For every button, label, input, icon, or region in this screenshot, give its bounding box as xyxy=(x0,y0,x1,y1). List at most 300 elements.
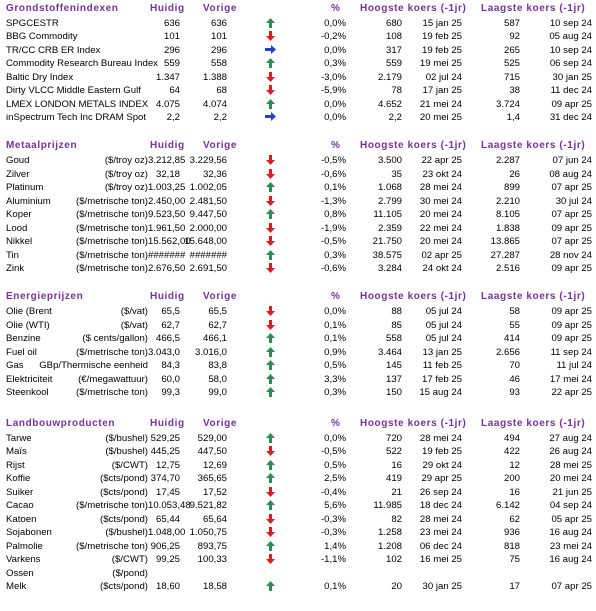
year-high-date: 23 mei 24 xyxy=(419,527,462,539)
year-low-date: 11 dec 24 xyxy=(550,85,592,97)
year-high-date: 18 dec 24 xyxy=(419,500,462,512)
commodity-name: LMEX LONDON METALS INDEX xyxy=(6,98,149,110)
current-value: 466,5 xyxy=(155,333,180,345)
commodity-name: Benzine xyxy=(6,333,41,345)
year-low-value: 27.287 xyxy=(490,249,520,261)
year-high-value: 720 xyxy=(385,432,402,444)
year-high-date: 19 feb 25 xyxy=(421,31,462,43)
commodity-name: Cacao xyxy=(6,500,34,512)
year-high-date: 24 okt 24 xyxy=(422,263,462,275)
column-header-current: Huidig xyxy=(150,140,185,152)
previous-value: 636 xyxy=(210,17,227,29)
year-low-value: 265 xyxy=(503,44,520,56)
table-row xyxy=(0,195,596,209)
percent-change: 0,1% xyxy=(324,319,346,331)
current-value: 1.003,25 xyxy=(148,182,186,194)
year-low-value: 715 xyxy=(503,71,520,83)
table-row xyxy=(0,432,596,446)
arrow-up-icon xyxy=(264,386,276,400)
commodity-unit: GBp/Thermische eenheid xyxy=(39,360,148,372)
percent-change: -0,6% xyxy=(320,168,346,180)
commodity-name: Olie (WTI) xyxy=(6,319,50,331)
current-value: ####### xyxy=(148,249,186,261)
year-high-value: 4.652 xyxy=(377,98,402,110)
percent-change: -1,1% xyxy=(320,554,346,566)
year-low-date: 31 dec 24 xyxy=(549,112,592,124)
arrow-down-icon xyxy=(264,445,276,459)
current-value: 2.450,00 xyxy=(148,195,186,207)
year-high-date: 02 apr 25 xyxy=(421,249,462,261)
year-low-value: 2.210 xyxy=(495,195,520,207)
year-low-value: 1.838 xyxy=(495,222,520,234)
column-header-high: Hoogste koers (-1jr) xyxy=(360,2,467,14)
arrow-up-icon xyxy=(264,98,276,112)
year-high-value: 2,2 xyxy=(388,112,402,124)
year-low-date: 26 aug 24 xyxy=(549,446,592,458)
percent-change: -0,3% xyxy=(320,513,346,525)
year-high-value: 3.464 xyxy=(377,346,402,358)
previous-value: 4.074 xyxy=(202,98,227,110)
percent-change: 0,0% xyxy=(324,17,346,29)
year-high-date: 19 mei 25 xyxy=(419,58,462,70)
year-high-value: 20 xyxy=(391,581,402,593)
year-low-value: 3.724 xyxy=(495,98,520,110)
year-low-value: 200 xyxy=(503,473,520,485)
year-high-value: 21 xyxy=(391,486,402,498)
year-low-value: 414 xyxy=(503,333,520,345)
current-value: 529,25 xyxy=(150,432,180,444)
arrow-down-icon xyxy=(264,319,276,333)
section-title: Metaalprijzen xyxy=(6,140,78,152)
year-low-value: 92 xyxy=(509,31,520,43)
commodity-name: Platinum xyxy=(6,182,44,194)
previous-value: 1.002,05 xyxy=(189,182,227,194)
current-value: 1.048,00 xyxy=(148,527,186,539)
year-low-value: 55 xyxy=(509,319,520,331)
commodity-name: Nikkel xyxy=(6,236,33,248)
year-low-date: 06 sep 24 xyxy=(549,58,592,70)
previous-value: 68 xyxy=(216,85,227,97)
column-header-low: Laagste koers (-1jr) xyxy=(481,2,586,14)
year-high-value: 16 xyxy=(391,459,402,471)
commodity-unit: ($cts/pond) xyxy=(100,581,148,593)
column-header-low: Laagste koers (-1jr) xyxy=(481,417,586,429)
percent-change: -0,5% xyxy=(320,155,346,167)
arrow-down-icon xyxy=(264,235,276,249)
previous-value: 65,5 xyxy=(208,306,227,318)
column-header-previous: Vorige xyxy=(203,2,237,14)
percent-change: -1,3% xyxy=(320,195,346,207)
current-value: 99,3 xyxy=(161,387,180,399)
year-high-date: 29 okt 24 xyxy=(422,459,462,471)
table-row xyxy=(0,57,596,71)
year-low-value: 70 xyxy=(509,360,520,372)
commodity-name: Dirty VLCC Middle Eastern Gulf xyxy=(6,85,141,97)
percent-change: -0,3% xyxy=(320,527,346,539)
year-high-value xyxy=(350,567,402,581)
commodity-unit: ($ cents/gallon) xyxy=(82,333,148,345)
year-low-value: 899 xyxy=(503,182,520,194)
table-row xyxy=(0,386,596,400)
year-high-date: 21 mei 24 xyxy=(419,98,462,110)
percent-change: -0,2% xyxy=(320,31,346,43)
arrow-up-icon xyxy=(264,208,276,222)
percent-change xyxy=(300,567,346,581)
arrow-up-icon xyxy=(264,540,276,554)
year-high-date: 13 jan 25 xyxy=(422,346,462,358)
year-low-date: 23 mei 24 xyxy=(549,540,592,552)
percent-change: 0,1% xyxy=(324,182,346,194)
table-row xyxy=(0,111,596,125)
year-high-value: 2.179 xyxy=(377,71,402,83)
year-high-date: 20 mei 24 xyxy=(419,209,462,221)
year-high-value: 88 xyxy=(391,306,402,318)
commodity-unit: ($/metrische ton) xyxy=(76,263,148,275)
previous-value: 2.691,50 xyxy=(189,263,227,275)
year-low-date xyxy=(522,567,592,581)
previous-value: 1.050,75 xyxy=(189,527,227,539)
year-high-date: 28 mei 24 xyxy=(419,513,462,525)
percent-change: 0,1% xyxy=(324,581,346,593)
year-high-value: 11.105 xyxy=(373,209,402,221)
year-low-date: 21 jun 25 xyxy=(552,486,592,498)
year-low-date: 27 aug 24 xyxy=(549,432,592,444)
year-low-date: 07 apr 25 xyxy=(551,209,592,221)
year-high-value: 82 xyxy=(391,513,402,525)
year-high-date: 19 feb 25 xyxy=(421,446,462,458)
commodity-unit: ($/metrische ton) xyxy=(76,195,148,207)
year-low-value: 38 xyxy=(509,85,520,97)
commodity-unit: ($/pond) xyxy=(112,567,148,579)
commodity-unit: ($/metrische ton) xyxy=(76,222,148,234)
current-value: 9.523,50 xyxy=(148,209,186,221)
year-high-date: 05 jul 24 xyxy=(425,319,462,331)
arrow-up-icon xyxy=(264,346,276,360)
section-header xyxy=(0,290,596,304)
arrow-up-icon xyxy=(264,459,276,473)
year-high-date: 02 jul 24 xyxy=(425,71,462,83)
year-high-date: 05 jul 24 xyxy=(425,306,462,318)
section-title: Energieprijzen xyxy=(6,291,84,303)
year-low-value: 12 xyxy=(509,459,520,471)
column-header-high: Hoogste koers (-1jr) xyxy=(360,140,467,152)
previous-value: 65,64 xyxy=(202,513,227,525)
year-low-date: 04 sep 24 xyxy=(549,500,592,512)
current-value: 15.562,00 xyxy=(148,236,191,248)
year-high-value: 11.985 xyxy=(373,500,402,512)
previous-value: 62,7 xyxy=(208,319,227,331)
year-high-date: 17 feb 25 xyxy=(421,373,462,385)
year-low-value: 422 xyxy=(503,446,520,458)
arrow-down-icon xyxy=(264,195,276,209)
table-row xyxy=(0,346,596,360)
percent-change: 0,9% xyxy=(324,346,346,358)
current-value: 559 xyxy=(163,58,180,70)
year-high-date: 15 jan 25 xyxy=(422,17,462,29)
year-high-value: 35 xyxy=(391,168,402,180)
year-low-value: 1,4 xyxy=(506,112,520,124)
year-high-value: 137 xyxy=(385,373,402,385)
year-low-date: 11 sep 24 xyxy=(550,346,592,358)
percent-change: -0,6% xyxy=(320,263,346,275)
commodity-name: Commodity Research Bureau Index xyxy=(6,58,158,70)
year-low-value: 494 xyxy=(503,432,520,444)
commodity-unit: ($/metrische ton) xyxy=(76,236,148,248)
commodity-name: Rijst xyxy=(6,459,25,471)
percent-change: 0,0% xyxy=(324,44,346,56)
year-low-value: 62 xyxy=(509,513,520,525)
year-low-value: 93 xyxy=(509,387,520,399)
year-low-date: 07 apr 25 xyxy=(551,236,592,248)
current-value: 374,70 xyxy=(150,473,180,485)
year-high-value: 680 xyxy=(385,17,402,29)
percent-change: 0,3% xyxy=(324,387,346,399)
commodity-unit: ($/vat) xyxy=(120,319,148,331)
arrow-right-icon xyxy=(264,44,276,58)
previous-value: 18,58 xyxy=(202,581,227,593)
year-low-date: 09 apr 25 xyxy=(551,222,592,234)
commodity-name: Olie (Brent xyxy=(6,306,52,318)
year-high-date: 19 feb 25 xyxy=(421,44,462,56)
column-header-pct: % xyxy=(331,291,341,303)
year-low-value: 13.865 xyxy=(490,236,520,248)
previous-value: 466,1 xyxy=(202,333,227,345)
table-row xyxy=(0,262,596,276)
column-header-current: Huidig xyxy=(150,417,185,429)
year-high-date: 30 jan 25 xyxy=(422,581,462,593)
current-value: 84,3 xyxy=(161,360,180,372)
year-high-value: 1.258 xyxy=(377,527,402,539)
arrow-down-icon xyxy=(264,222,276,236)
year-low-date: 07 apr 25 xyxy=(551,182,592,194)
year-low-value: 17 xyxy=(509,581,520,593)
year-low-date: 09 apr 25 xyxy=(551,98,592,110)
arrow-down-icon xyxy=(264,84,276,98)
year-high-value: 1.208 xyxy=(377,540,402,552)
arrow-down-icon xyxy=(264,168,276,182)
year-high-value: 419 xyxy=(385,473,402,485)
previous-value: 365,65 xyxy=(197,473,227,485)
table-row xyxy=(0,208,596,222)
arrow-up-icon xyxy=(264,249,276,263)
previous-value: 83,8 xyxy=(208,360,227,372)
current-value: 64 xyxy=(169,85,180,97)
previous-value: 2.481,50 xyxy=(189,195,227,207)
year-low-date: 17 mei 24 xyxy=(549,373,592,385)
year-high-date: 28 mei 24 xyxy=(419,432,462,444)
previous-value: 3.016,0 xyxy=(194,346,227,358)
arrow-up-icon xyxy=(264,181,276,195)
previous-value: 99,0 xyxy=(208,387,227,399)
percent-change: -0,5% xyxy=(320,446,346,458)
table-row xyxy=(0,332,596,346)
current-value: 906,25 xyxy=(150,540,180,552)
current-value: 4.075 xyxy=(155,98,180,110)
year-low-date: 10 sep 24 xyxy=(549,17,592,29)
previous-value: 15.648,00 xyxy=(184,236,227,248)
percent-change: 0,0% xyxy=(324,306,346,318)
arrow-up-icon xyxy=(264,332,276,346)
section-title: Grondstoffenindexen xyxy=(6,2,119,14)
current-value: 12,75 xyxy=(155,459,180,471)
commodity-name: Tarwe xyxy=(6,432,32,444)
current-value: 62,7 xyxy=(161,319,180,331)
arrow-down-icon xyxy=(264,30,276,44)
year-high-date: 20 mei 25 xyxy=(419,112,462,124)
arrow-up-icon xyxy=(264,499,276,513)
percent-change: 0,5% xyxy=(324,360,346,372)
year-high-date: 06 dec 24 xyxy=(419,540,462,552)
column-header-previous: Vorige xyxy=(203,417,237,429)
year-low-date: 30 jul 24 xyxy=(555,195,592,207)
year-low-date: 16 aug 24 xyxy=(549,554,592,566)
commodity-unit: ($/metrische ton) xyxy=(76,500,148,512)
table-row xyxy=(0,71,596,85)
table-row xyxy=(0,305,596,319)
current-value xyxy=(148,567,180,581)
table-row xyxy=(0,235,596,249)
table-row xyxy=(0,445,596,459)
table-row xyxy=(0,44,596,58)
current-value: 17,45 xyxy=(155,486,180,498)
arrow-down-icon xyxy=(264,526,276,540)
percent-change: -5,9% xyxy=(320,85,346,97)
commodity-name: inSpectrum Tech Inc DRAM Spot xyxy=(6,112,147,124)
year-low-date: 16 aug 24 xyxy=(549,527,592,539)
table-row xyxy=(0,98,596,112)
table-row xyxy=(0,553,596,567)
arrow-right-icon xyxy=(264,111,276,125)
commodity-name: Fuel oil xyxy=(6,346,37,358)
previous-value: 447,50 xyxy=(197,446,227,458)
current-value: 3.212,85 xyxy=(148,155,186,167)
arrow-down-icon xyxy=(264,71,276,85)
commodity-name: Gas xyxy=(6,360,24,372)
previous-value: 2.000,00 xyxy=(189,222,227,234)
commodity-unit: ($/metrische ton) xyxy=(76,540,148,552)
percent-change: 0,3% xyxy=(324,249,346,261)
table-row xyxy=(0,154,596,168)
table-row xyxy=(0,513,596,527)
column-header-pct: % xyxy=(331,417,341,429)
previous-value: 58,0 xyxy=(208,373,227,385)
column-header-high: Hoogste koers (-1jr) xyxy=(360,291,467,303)
percent-change: 0,5% xyxy=(324,459,346,471)
year-low-value: 2.656 xyxy=(495,346,520,358)
year-high-date: 11 feb 25 xyxy=(422,360,462,372)
year-high-date: 20 mei 24 xyxy=(419,236,462,248)
year-low-value: 2.516 xyxy=(495,263,520,275)
commodity-unit: ($/CWT) xyxy=(111,459,148,471)
commodity-unit: ($cts/pond) xyxy=(100,486,148,498)
table-row xyxy=(0,168,596,182)
current-value: 32,18 xyxy=(155,168,180,180)
year-high-value: 558 xyxy=(385,333,402,345)
commodity-name: Maïs xyxy=(6,446,27,458)
commodity-unit: ($/troy oz) xyxy=(104,168,148,180)
percent-change: 0,0% xyxy=(324,432,346,444)
table-row xyxy=(0,30,596,44)
arrow-up-icon xyxy=(264,17,276,31)
arrow-up-icon xyxy=(264,57,276,71)
year-low-value xyxy=(468,567,520,581)
year-low-date: 09 apr 25 xyxy=(551,263,592,275)
commodity-unit: ($/metrische ton) xyxy=(76,209,148,221)
table-row xyxy=(0,567,596,581)
year-high-date: 22 apr 25 xyxy=(421,155,462,167)
year-low-value: 8.105 xyxy=(495,209,520,221)
year-high-value: 2.799 xyxy=(377,195,402,207)
percent-change: -3,0% xyxy=(320,71,346,83)
year-high-date: 17 jan 25 xyxy=(422,85,462,97)
table-row xyxy=(0,249,596,263)
year-high-value: 3.500 xyxy=(377,155,402,167)
previous-value: 1.388 xyxy=(202,71,227,83)
commodity-unit: ($/bushel) xyxy=(105,432,148,444)
arrow-up-icon xyxy=(264,373,276,387)
year-high-date: 28 mei 24 xyxy=(419,182,462,194)
commodity-name: Lood xyxy=(6,222,28,234)
year-high-date: 23 okt 24 xyxy=(422,168,462,180)
section-header xyxy=(0,417,596,431)
table-row xyxy=(0,580,596,594)
year-high-value: 2.359 xyxy=(377,222,402,234)
current-value: 445,25 xyxy=(150,446,180,458)
table-row xyxy=(0,486,596,500)
year-low-date: 10 sep 24 xyxy=(549,44,592,56)
year-low-value: 525 xyxy=(503,58,520,70)
percent-change: 0,0% xyxy=(324,98,346,110)
commodity-name: Elektriciteit xyxy=(6,373,53,385)
year-high-date: 26 sep 24 xyxy=(419,486,462,498)
percent-change: -0,5% xyxy=(320,236,346,248)
table-row xyxy=(0,84,596,98)
percent-change: -1,9% xyxy=(320,222,346,234)
previous-value xyxy=(184,567,227,581)
commodity-name: TR/CC CRB ER Index xyxy=(6,44,101,56)
year-high-value: 522 xyxy=(385,446,402,458)
previous-value: 101 xyxy=(210,31,227,43)
commodity-name: Koffie xyxy=(6,473,31,485)
column-header-previous: Vorige xyxy=(203,140,237,152)
commodity-unit: ($/metrische ton) xyxy=(76,249,148,261)
previous-value: 296 xyxy=(210,44,227,56)
arrow-up-icon xyxy=(264,472,276,486)
year-low-value: 46 xyxy=(509,373,520,385)
year-low-date: 28 mei 25 xyxy=(549,459,592,471)
arrow-up-icon xyxy=(264,580,276,594)
year-low-value: 58 xyxy=(509,306,520,318)
year-high-value: 102 xyxy=(385,554,402,566)
previous-value: 12,69 xyxy=(202,459,227,471)
column-header-current: Huidig xyxy=(150,2,185,14)
previous-value: 100,33 xyxy=(197,554,227,566)
percent-change: 0,1% xyxy=(324,333,346,345)
commodity-unit: ($/vat) xyxy=(120,306,148,318)
commodity-unit: ($/CWT) xyxy=(111,554,148,566)
previous-value: 558 xyxy=(210,58,227,70)
year-low-value: 16 xyxy=(509,486,520,498)
percent-change: -0,4% xyxy=(320,486,346,498)
commodity-name: BBG Commodity xyxy=(6,31,78,43)
commodity-name: Baltic Dry Index xyxy=(6,71,74,83)
commodity-name: SPGCESTR xyxy=(6,17,59,29)
arrow-down-icon xyxy=(264,486,276,500)
year-low-date: 09 apr 25 xyxy=(551,319,592,331)
percent-change: 2,5% xyxy=(324,473,346,485)
section-header xyxy=(0,139,596,153)
commodity-name: Suiker xyxy=(6,486,34,498)
